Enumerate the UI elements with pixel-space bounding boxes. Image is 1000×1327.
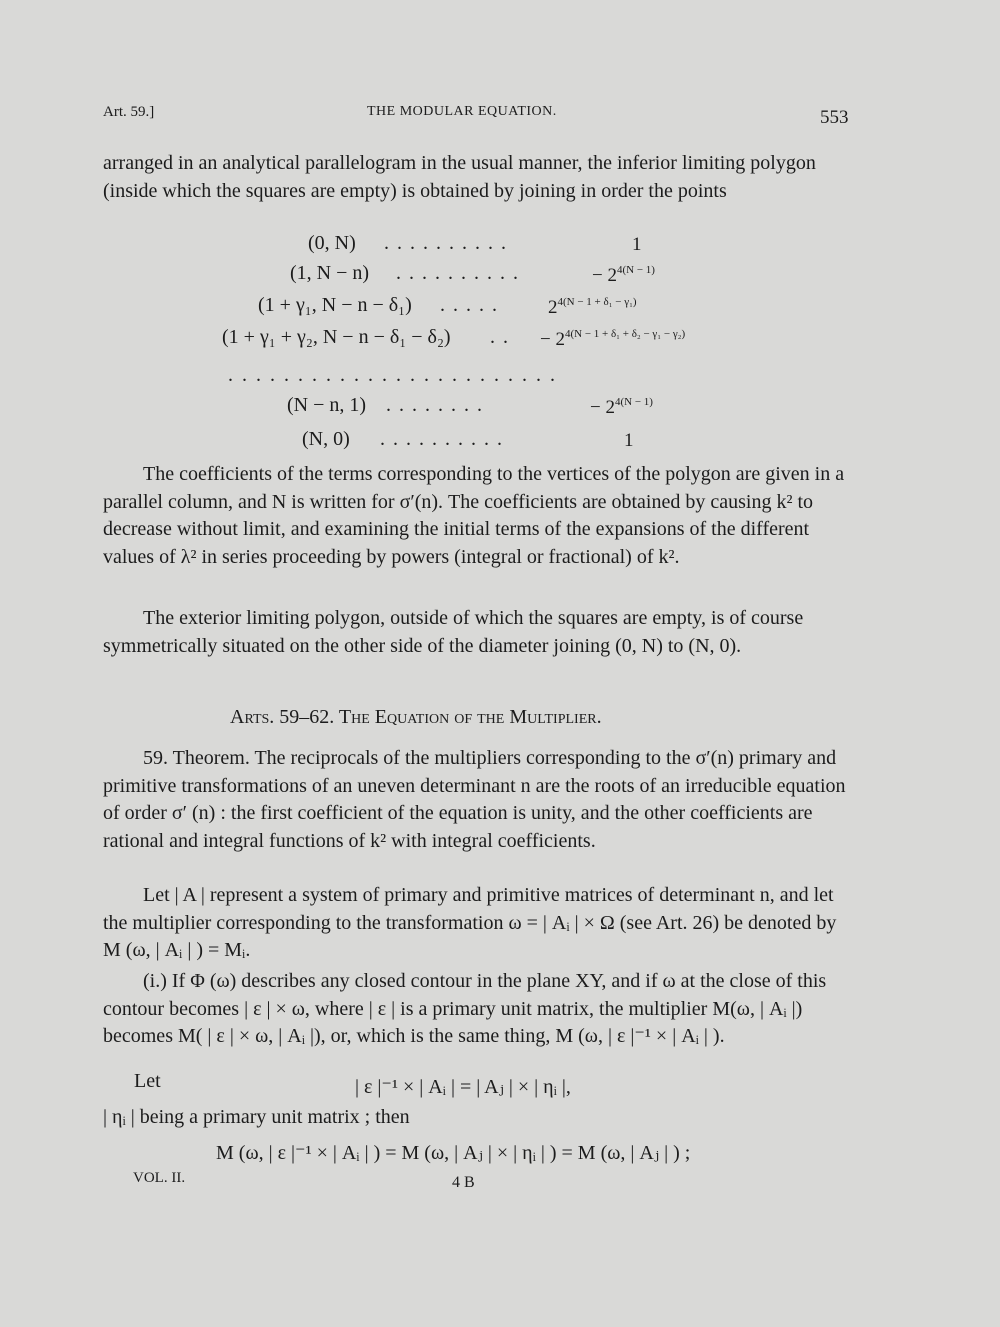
being-line: | ηᵢ | being a primary unit matrix ; then bbox=[103, 1106, 410, 1128]
signature-mark: 4 B bbox=[452, 1174, 475, 1191]
vertex-point-3: (1 + γ₁, N − n − δ₁) bbox=[258, 294, 412, 316]
coefficient-6: − $2^{4(N - 1)}$ bbox=[590, 396, 653, 418]
leader-dots-4: .. bbox=[490, 326, 516, 348]
ellipsis-row: . . . . . . . . . . . . . . . . . . . . . . . . bbox=[228, 364, 557, 386]
vertex-point-4: (1 + γ₁ + γ₂, N − n − δ₁ − δ₂) bbox=[222, 326, 451, 348]
equation-2: M (ω, | ε |⁻¹ × | Aᵢ | ) = M (ω, | Aⱼ | × | ηᵢ | ) = M (ω, | Aⱼ | ) ; bbox=[216, 1142, 691, 1164]
coefficient-4: − $2^{4(N - 1 + \delta_1 + \delta_2 - \gamma_1 - \gamma_2)}$ bbox=[540, 328, 686, 350]
intro-paragraph: arranged in an analytical parallelogram in the usual manner, the inferior limiting polygon (inside which the squares are empty) is obtained by joining in order the points bbox=[103, 152, 816, 202]
theorem-paragraph: 59. Theorem. The reciprocals of the multipliers corresponding to the σ′(n) primary and primitive transformations of an uneven determinant n are the roots of an irreducible equation of order σ′ (n) : the first coefficient of the equation is unity, and the other coefficients are rational and integral functions of k² with integral coefficients. bbox=[103, 747, 846, 852]
vertex-point-2: (1, N − n) bbox=[290, 262, 370, 284]
running-head-title: THE MODULAR EQUATION. bbox=[367, 104, 557, 119]
paragraph-coefficients: The coefficients of the terms corresponding to the vertices of the polygon are given in a parallel column, and N is written for σ′(n). The coefficients are obtained by causing k² to decrease without limit, and examining the initial terms of the expansions of the different values of λ² in series proceeding by powers (integral or fractional) of k². bbox=[103, 463, 845, 568]
leader-dots-6: ........ bbox=[386, 394, 490, 416]
paragraph-closed-contour: (i.) If Φ (ω) describes any closed contour in the plane XY, and if ω at the close of this contour becomes | ε | × ω, where | ε | is a primary unit matrix, the multiplier M(ω, | Aᵢ |) becomes M( | ε | × ω, | Aᵢ |), or, which is the same thing, M (ω, | ε |⁻¹ × | Aᵢ | ). bbox=[103, 970, 827, 1047]
volume-label: VOL. II. bbox=[133, 1170, 186, 1186]
leader-dots-7: .......... bbox=[380, 428, 510, 450]
section-heading: Arts. 59–62. The Equation of the Multiplier. bbox=[230, 706, 602, 728]
coefficient-1: 1 bbox=[632, 234, 642, 255]
coefficient-2: − $2^{4(N - 1)}$ bbox=[592, 264, 655, 286]
coefficient-3: $2^{4(N - 1 + \delta_1 - \gamma_1)}$ bbox=[548, 296, 637, 318]
vertex-point-6: (N − n, 1) bbox=[287, 394, 367, 416]
page-number: 553 bbox=[820, 107, 849, 128]
running-head-article: Art. 59.] bbox=[103, 104, 155, 120]
paragraph-let-A: Let | A | represent a system of primary and primitive matrices of determinant n, and let the multiplier corresponding to the transformation ω = | Aᵢ | × Ω (see Art. 26) be denoted by M (ω, | Aᵢ | ) = Mᵢ. bbox=[103, 884, 837, 961]
leader-dots-3: ..... bbox=[440, 294, 505, 316]
coefficient-7: 1 bbox=[624, 430, 634, 451]
equation-1: | ε |⁻¹ × | Aᵢ | = | Aⱼ | × | ηᵢ |, bbox=[355, 1076, 571, 1098]
vertex-point-7: (N, 0) bbox=[302, 428, 350, 450]
paragraph-exterior-polygon: The exterior limiting polygon, outside of which the squares are empty, is of course symmetrically situated on the other side of the diameter joining (0, N) to (N, 0). bbox=[103, 607, 804, 657]
leader-dots-2: .......... bbox=[396, 262, 526, 284]
vertex-point-1: (0, N) bbox=[308, 232, 356, 254]
leader-dots-1: .......... bbox=[384, 232, 514, 254]
let-label: Let bbox=[134, 1070, 161, 1092]
